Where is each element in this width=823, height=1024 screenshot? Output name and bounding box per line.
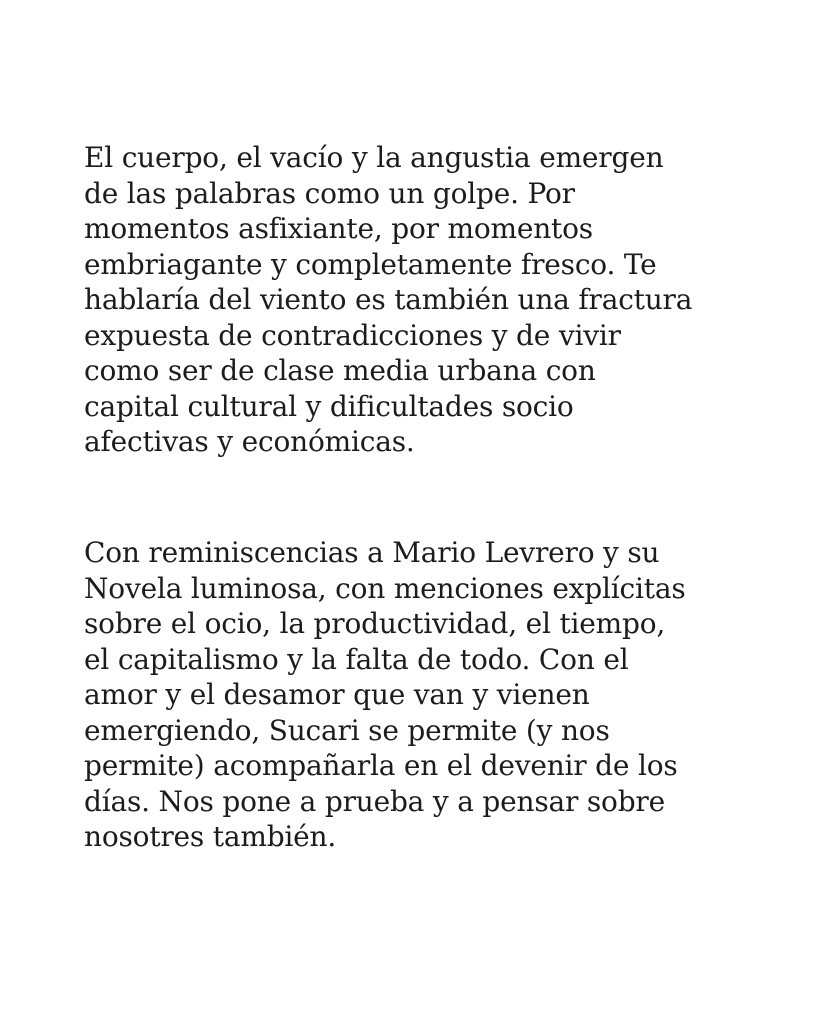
text-line: expuesta de contradicciones y de vivir [84, 318, 621, 352]
text-line: de las palabras como un golpe. Por [84, 176, 575, 210]
text-line: amor y el desamor que van y vienen [84, 678, 590, 711]
text-line: capital cultural y dificultades socio [84, 389, 574, 423]
text-line: el capitalismo y la falta de todo. Con el [84, 642, 629, 676]
paragraph-1 [84, 140, 784, 460]
text-line: días. Nos pone a prueba y a pensar sobre [84, 784, 665, 818]
text-line: momentos asfixiante, por momentos [84, 212, 593, 245]
text-line: emergiendo, Sucari se permite (y nos [84, 713, 610, 747]
text-line: Novela luminosa, con menciones explícitas [84, 571, 686, 605]
text-line: como ser de clase media urbana con [84, 354, 596, 387]
paragraph-2 [84, 535, 784, 855]
text-line: sobre el ocio, la productividad, el tiempo, [84, 607, 666, 640]
text-line: hablaría del viento es también una fractura [84, 283, 693, 316]
text-line: permite) acompañarla en el devenir de los [84, 749, 678, 782]
text-line: embriagante y completamente fresco. Te [84, 247, 657, 281]
text-line: afectivas y económicas. [84, 425, 415, 458]
text-line: Con reminiscencias a Mario Levrero y su [84, 536, 660, 569]
text-line: El cuerpo, el vacío y la angustia emergen [84, 141, 664, 174]
text-line: nosotres también. [84, 820, 337, 853]
